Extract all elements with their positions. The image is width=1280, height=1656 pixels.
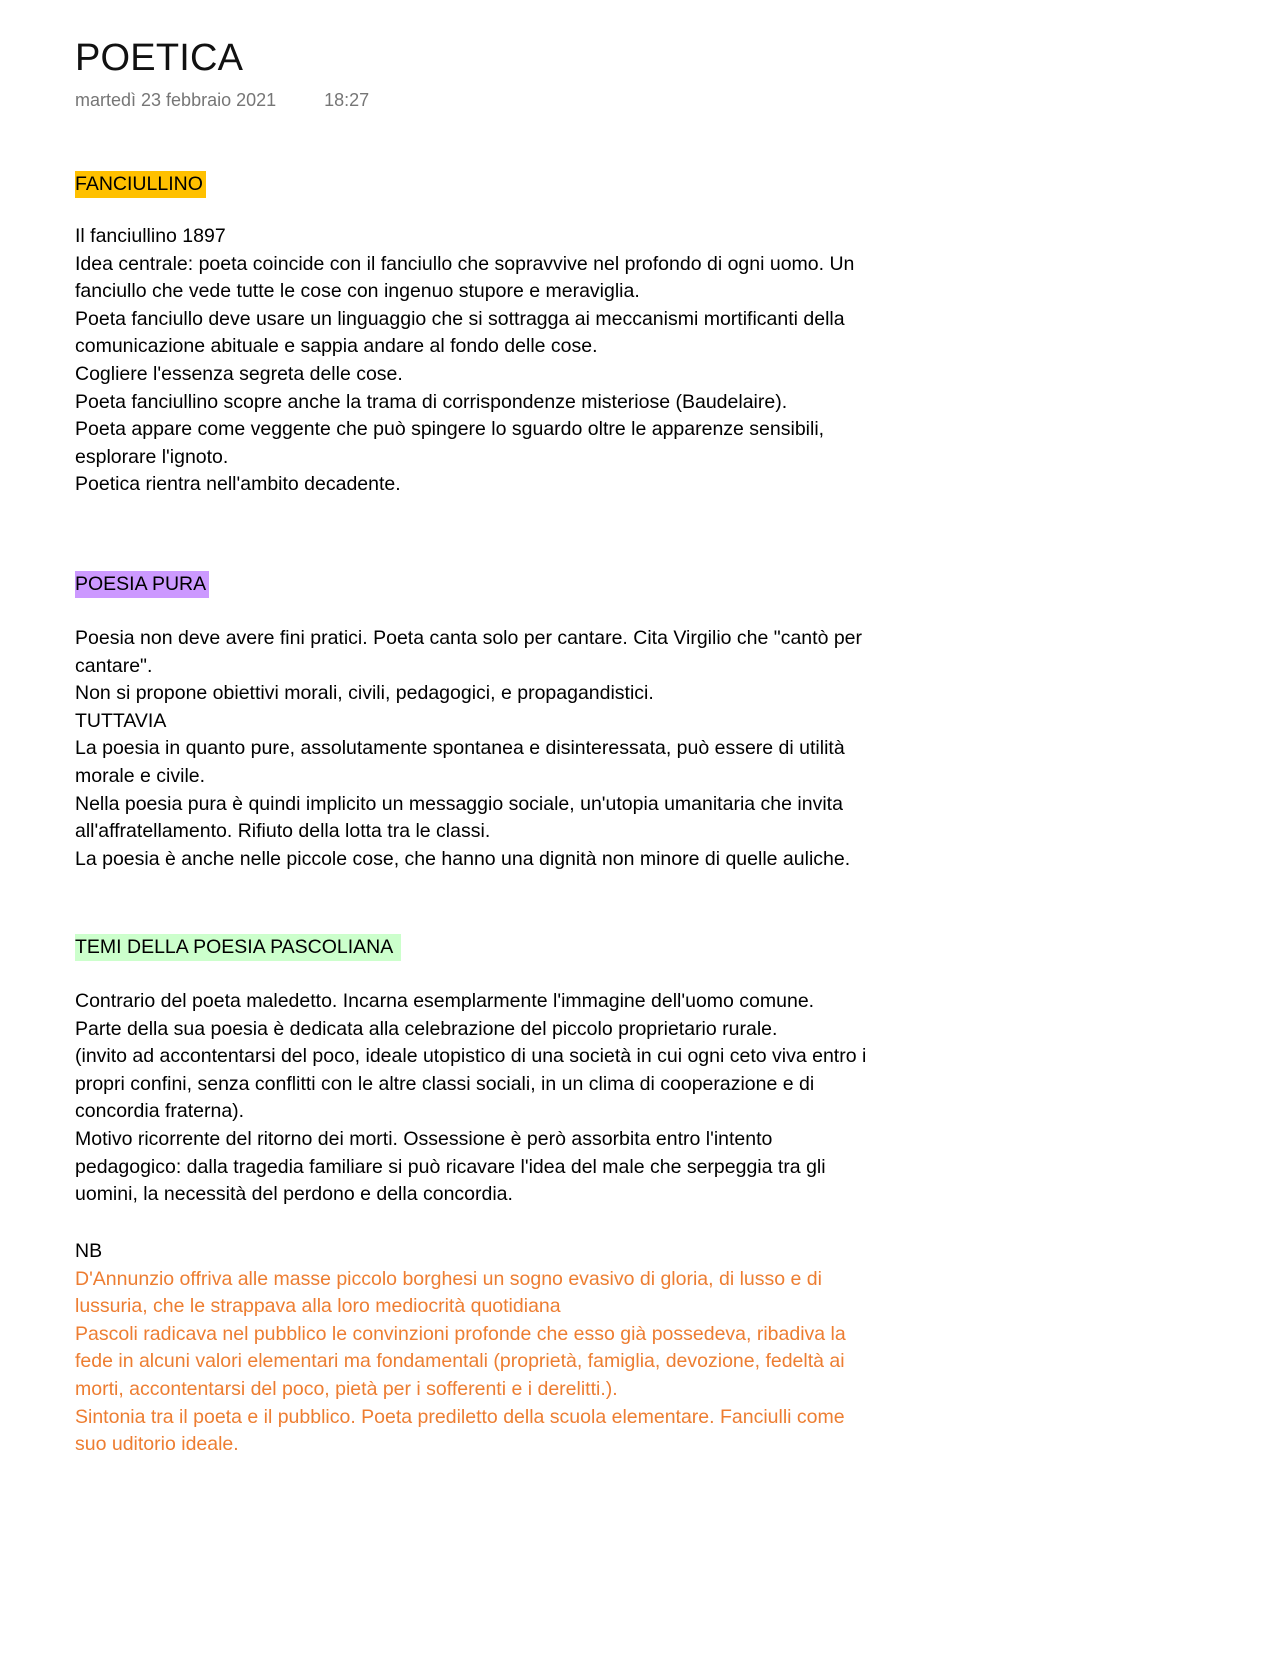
text-line: all'affratellamento. Rifiuto della lotta tra le classi. <box>75 820 491 843</box>
text-line: Poeta appare come veggente che può spingere lo sguardo oltre le apparenze sensibili, <box>75 418 825 441</box>
text-line: Il fanciullino 1897 <box>75 225 226 247</box>
nb-label: NB <box>75 1240 103 1262</box>
text-line: comunicazione abituale e sappia andare al fondo delle cose. <box>75 335 598 358</box>
text-line: Poeta fanciullo deve usare un linguaggio che si sottragga ai meccanismi mortificanti della <box>75 307 845 330</box>
page-timestamp <box>75 88 369 112</box>
page-title: POETICA <box>75 37 244 79</box>
text-line: (invito ad accontentarsi del poco, ideale utopistico di una società in cui ogni ceto viva entro i <box>75 1045 867 1068</box>
text-line: Sintonia tra il poeta e il pubblico. Poeta prediletto della scuola elementare. Fanciulli come <box>75 1405 845 1428</box>
text-line: La poesia in quanto pure, assolutamente spontanea e disinteressata, può essere di utilità <box>75 737 845 760</box>
nb-text <box>75 1238 955 1459</box>
text-line: propri confini, senza conflitti con le altre classi sociali, in un clima di cooperazione e di <box>75 1072 815 1095</box>
text-line: Non si propone obiettivi morali, civili, pedagogici, e propagandistici. <box>75 682 654 705</box>
text-line: esplorare l'ignoto. <box>75 445 229 468</box>
text-line: cantare". <box>75 654 153 677</box>
text-line: concordia fraterna). <box>75 1100 245 1123</box>
text-line: morale e civile. <box>75 764 206 787</box>
text-line: fede in alcuni valori elementari ma fondamentali (proprietà, famiglia, devozione, fedeltà ai <box>75 1350 845 1373</box>
text-line: morti, accontentarsi del poco, pietà per i sofferenti e i derelitti.). <box>75 1377 618 1400</box>
text-line: Poeta fanciullino scopre anche la trama di corrispondenze misteriose (Baudelaire). <box>75 390 788 413</box>
heading-temi: TEMI DELLA POESIA PASCOLIANA <box>75 934 401 961</box>
heading-poesia-pura: POESIA PURA <box>75 571 209 598</box>
text-line: Idea centrale: poeta coincide con il fanciullo che sopravvive nel profondo di ogni uomo. Un <box>75 252 855 275</box>
page-date: martedì 23 febbraio 2021 <box>75 90 277 110</box>
temi-text <box>75 988 955 1209</box>
text-line: Parte della sua poesia è dedicata alla celebrazione del piccolo proprietario rurale. <box>75 1017 778 1040</box>
text-line: lussuria, che le strappava alla loro mediocrità quotidiana <box>75 1295 561 1318</box>
text-line: La poesia è anche nelle piccole cose, che hanno una dignità non minore di quelle auliche. <box>75 847 851 870</box>
text-line: Nella poesia pura è quindi implicito un messaggio sociale, un'utopia umanitaria che invita <box>75 792 843 815</box>
poesia-pura-text <box>75 625 955 873</box>
text-line: pedagogico: dalla tragedia familiare si può ricavare l'idea del male che serpeggia tra gli <box>75 1155 826 1178</box>
text-line: uomini, la necessità del perdono e della concordia. <box>75 1183 513 1206</box>
text-line: Poetica rientra nell'ambito decadente. <box>75 473 401 496</box>
text-line: suo uditorio ideale. <box>75 1433 239 1456</box>
heading-fanciullino: FANCIULLINO <box>75 171 206 198</box>
fanciullino-text <box>75 223 955 499</box>
text-line: Contrario del poeta maledetto. Incarna esemplarmente l'immagine dell'uomo comune. <box>75 990 815 1012</box>
text-line: Cogliere l'essenza segreta delle cose. <box>75 362 403 385</box>
page-time: 18:27 <box>324 90 370 110</box>
text-line: Motivo ricorrente del ritorno dei morti. Ossessione è però assorbita entro l'intento <box>75 1127 773 1150</box>
text-line: fanciullo che vede tutte le cose con ingenuo stupore e meraviglia. <box>75 280 640 303</box>
text-line: D'Annunzio offriva alle masse piccolo borghesi un sogno evasivo di gloria, di lusso e di <box>75 1267 822 1290</box>
text-line: Poesia non deve avere fini pratici. Poeta canta solo per cantare. Cita Virgilio che "cantò per <box>75 627 863 649</box>
text-line: Pascoli radicava nel pubblico le convinzioni profonde che esso già possedeva, ribadiva la <box>75 1322 846 1345</box>
text-line: TUTTAVIA <box>75 709 167 732</box>
